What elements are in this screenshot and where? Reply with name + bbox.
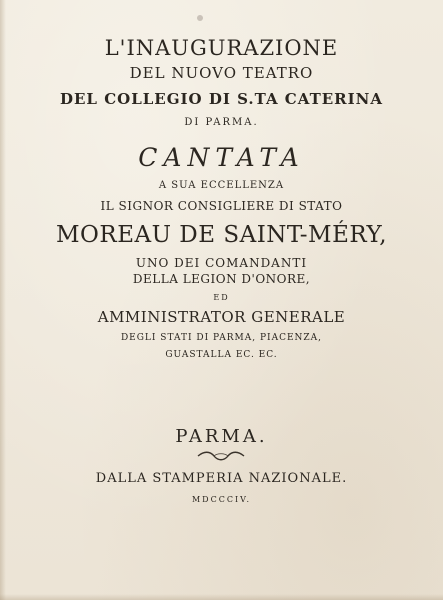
page-edge-bottom <box>0 594 443 600</box>
ornamental-swash-icon <box>196 450 246 462</box>
honor-line-2: DELLA LEGION D'ONORE, <box>132 272 311 286</box>
cantata-heading: CANTATA <box>138 143 305 172</box>
dedication-title: IL SIGNOR CONSIGLIERE DI STATO <box>100 199 343 213</box>
dedication-intro: A SUA ECCELLENZA <box>158 180 285 191</box>
imprint-year: MDCCCIV. <box>191 495 252 504</box>
imprint-printer: DALLA STAMPERIA NAZIONALE. <box>95 471 348 486</box>
honor-line-1: UNO DEI COMANDANTI <box>135 256 308 270</box>
role-line: AMMINISTRATOR GENERALE <box>97 308 346 326</box>
honoree-name: MOREAU DE SAINT-MÉRY, <box>55 222 388 248</box>
title-line-collegio: DEL COLLEGIO DI S.TA CATERINA <box>59 90 383 108</box>
title-line-nuovo-teatro: DEL NUOVO TEATRO <box>129 64 314 82</box>
conjunction: ED <box>213 293 230 302</box>
imprint-place: PARMA. <box>175 426 268 447</box>
states-line-1: DEGLI STATI DI PARMA, PIACENZA, <box>120 333 323 343</box>
states-line-2: GUASTALLA EC. EC. <box>165 350 278 360</box>
title-line-di-parma: DI PARMA. <box>184 117 259 128</box>
title-line-inaugurazione: L'INAUGURAZIONE <box>104 36 339 60</box>
paper-spot <box>197 15 203 21</box>
